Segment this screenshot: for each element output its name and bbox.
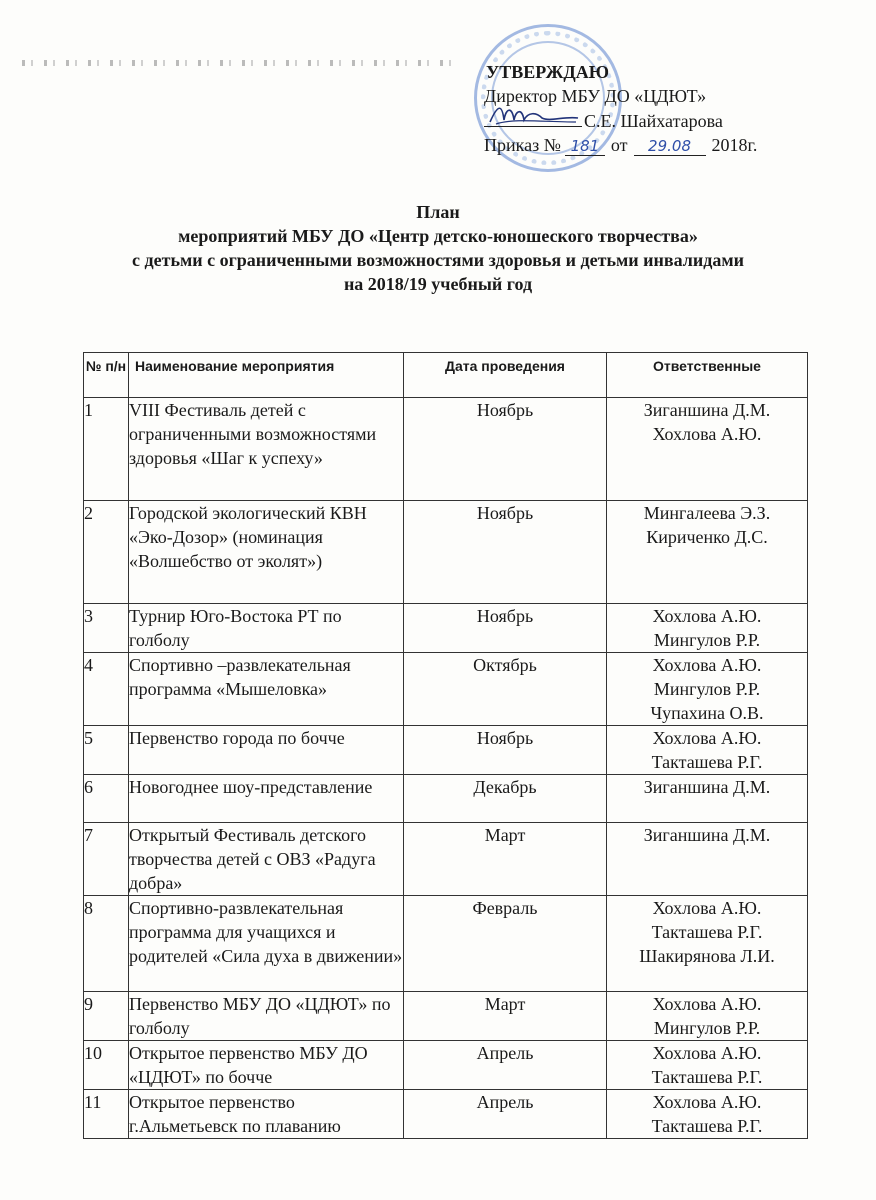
- responsible-person: Хохлова А.Ю.: [652, 424, 762, 444]
- table-body: [84, 398, 808, 1139]
- header-name: Наименование мероприятия: [129, 353, 404, 398]
- responsible-person: Кириченко Д.С.: [646, 527, 768, 547]
- title-line-3: с детьми с ограниченными возможностями здоровья и детьми инвалидами: [132, 250, 744, 270]
- responsible-person: Хохлова А.Ю.: [652, 728, 762, 748]
- table-header-row: [84, 353, 808, 398]
- event-date: Ноябрь: [404, 604, 607, 653]
- signature-mark: [484, 102, 580, 130]
- approval-block: [484, 60, 757, 157]
- row-number: 2: [84, 501, 129, 604]
- title-line-4: на 2018/19 учебный год: [343, 274, 533, 294]
- signature-field: [484, 108, 582, 127]
- responsible-person: Мингулов Р.Р.: [653, 1018, 761, 1038]
- responsible-person: Зиганшина Д.М.: [643, 400, 771, 420]
- event-responsible: [607, 823, 808, 896]
- event-name: Турнир Юго-Востока РТ по голболу: [129, 604, 404, 653]
- responsible-person: Хохлова А.Ю.: [652, 994, 762, 1014]
- row-number: 6: [84, 775, 129, 823]
- event-date: Февраль: [404, 896, 607, 992]
- row-number: 11: [84, 1090, 129, 1139]
- director-name: С.Е. Шайхатарова: [584, 111, 723, 131]
- title-line-2: мероприятий МБУ ДО «Центр детско-юношеского творчества»: [178, 226, 698, 246]
- responsible-person: Мингалеева Э.З.: [643, 503, 771, 523]
- event-name: Первенство МБУ ДО «ЦДЮТ» по голболу: [129, 992, 404, 1041]
- event-responsible: [607, 501, 808, 604]
- event-responsible: [607, 726, 808, 775]
- row-number: 10: [84, 1041, 129, 1090]
- order-line: [484, 133, 757, 157]
- event-responsible: [607, 398, 808, 501]
- table-row: [84, 726, 808, 775]
- approval-heading: УТВЕРЖДАЮ: [486, 62, 610, 82]
- header-date: Дата проведения: [404, 353, 607, 398]
- event-name: Открытое первенство МБУ ДО «ЦДЮТ» по бочче: [129, 1041, 404, 1090]
- responsible-person: Хохлова А.Ю.: [652, 655, 762, 675]
- responsible-person: Такташева Р.Г.: [651, 752, 763, 772]
- events-table: [83, 352, 808, 1139]
- event-name: Спортивно-развлекательная программа для учащихся и родителей «Сила духа в движении»: [129, 896, 404, 992]
- row-number: 9: [84, 992, 129, 1041]
- event-date: Октябрь: [404, 653, 607, 726]
- row-number: 5: [84, 726, 129, 775]
- event-date: Декабрь: [404, 775, 607, 823]
- table-row: [84, 896, 808, 992]
- event-responsible: [607, 1041, 808, 1090]
- table-row: [84, 653, 808, 726]
- event-date: Апрель: [404, 1041, 607, 1090]
- table-row: [84, 1041, 808, 1090]
- row-number: 8: [84, 896, 129, 992]
- event-responsible: [607, 604, 808, 653]
- event-name: Новогоднее шоу-представление: [129, 775, 404, 823]
- table-row: [84, 398, 808, 501]
- event-responsible: [607, 992, 808, 1041]
- header-num: № п/н: [84, 353, 129, 398]
- title-line-1: План: [416, 202, 460, 222]
- document-title: [0, 200, 876, 296]
- order-from: от: [610, 135, 628, 155]
- row-number: 7: [84, 823, 129, 896]
- order-date: 29.08: [634, 137, 706, 156]
- event-name: Первенство города по бочче: [129, 726, 404, 775]
- row-number: 3: [84, 604, 129, 653]
- responsible-person: Зиганшина Д.М.: [643, 777, 771, 797]
- event-name: VIII Фестиваль детей с ограниченными возможностями здоровья «Шаг к успеху»: [129, 398, 404, 501]
- responsible-person: Хохлова А.Ю.: [652, 898, 762, 918]
- responsible-person: Мингулов Р.Р.: [653, 630, 761, 650]
- event-responsible: [607, 1090, 808, 1139]
- event-date: Ноябрь: [404, 398, 607, 501]
- event-responsible: [607, 896, 808, 992]
- table-row: [84, 1090, 808, 1139]
- event-date: Март: [404, 992, 607, 1041]
- table-row: [84, 823, 808, 896]
- responsible-person: Мингулов Р.Р.: [653, 679, 761, 699]
- event-date: Март: [404, 823, 607, 896]
- event-name: Спортивно –развлекательная программа «Мышеловка»: [129, 653, 404, 726]
- order-prefix: Приказ №: [484, 135, 561, 155]
- responsible-person: Такташева Р.Г.: [651, 1067, 763, 1087]
- table-row: [84, 501, 808, 604]
- director-signature-line: [484, 108, 757, 133]
- event-name: Открытый Фестиваль детского творчества детей с ОВЗ «Радуга добра»: [129, 823, 404, 896]
- event-date: Апрель: [404, 1090, 607, 1139]
- order-number: 181: [565, 137, 605, 156]
- responsible-person: Хохлова А.Ю.: [652, 1043, 762, 1063]
- header-responsible: Ответственные: [607, 353, 808, 398]
- scan-artifact: [22, 60, 462, 66]
- event-date: Ноябрь: [404, 726, 607, 775]
- responsible-person: Чупахина О.В.: [650, 703, 764, 723]
- row-number: 4: [84, 653, 129, 726]
- table-row: [84, 604, 808, 653]
- order-year: 2018г.: [711, 135, 758, 155]
- table-row: [84, 992, 808, 1041]
- responsible-person: Шакирянова Л.И.: [639, 946, 775, 966]
- director-position: Директор МБУ ДО «ЦДЮТ»: [484, 86, 707, 106]
- event-date: Ноябрь: [404, 501, 607, 604]
- event-responsible: [607, 653, 808, 726]
- responsible-person: Хохлова А.Ю.: [652, 1092, 762, 1112]
- responsible-person: Зиганшина Д.М.: [643, 825, 771, 845]
- responsible-person: Хохлова А.Ю.: [652, 606, 762, 626]
- event-name: Городской экологический КВН «Эко-Дозор» (номинация «Волшебство от эколят»): [129, 501, 404, 604]
- responsible-person: Такташева Р.Г.: [651, 1116, 763, 1136]
- responsible-person: Такташева Р.Г.: [651, 922, 763, 942]
- event-name: Открытое первенство г.Альметьевск по плаванию: [129, 1090, 404, 1139]
- row-number: 1: [84, 398, 129, 501]
- event-responsible: [607, 775, 808, 823]
- table-row: [84, 775, 808, 823]
